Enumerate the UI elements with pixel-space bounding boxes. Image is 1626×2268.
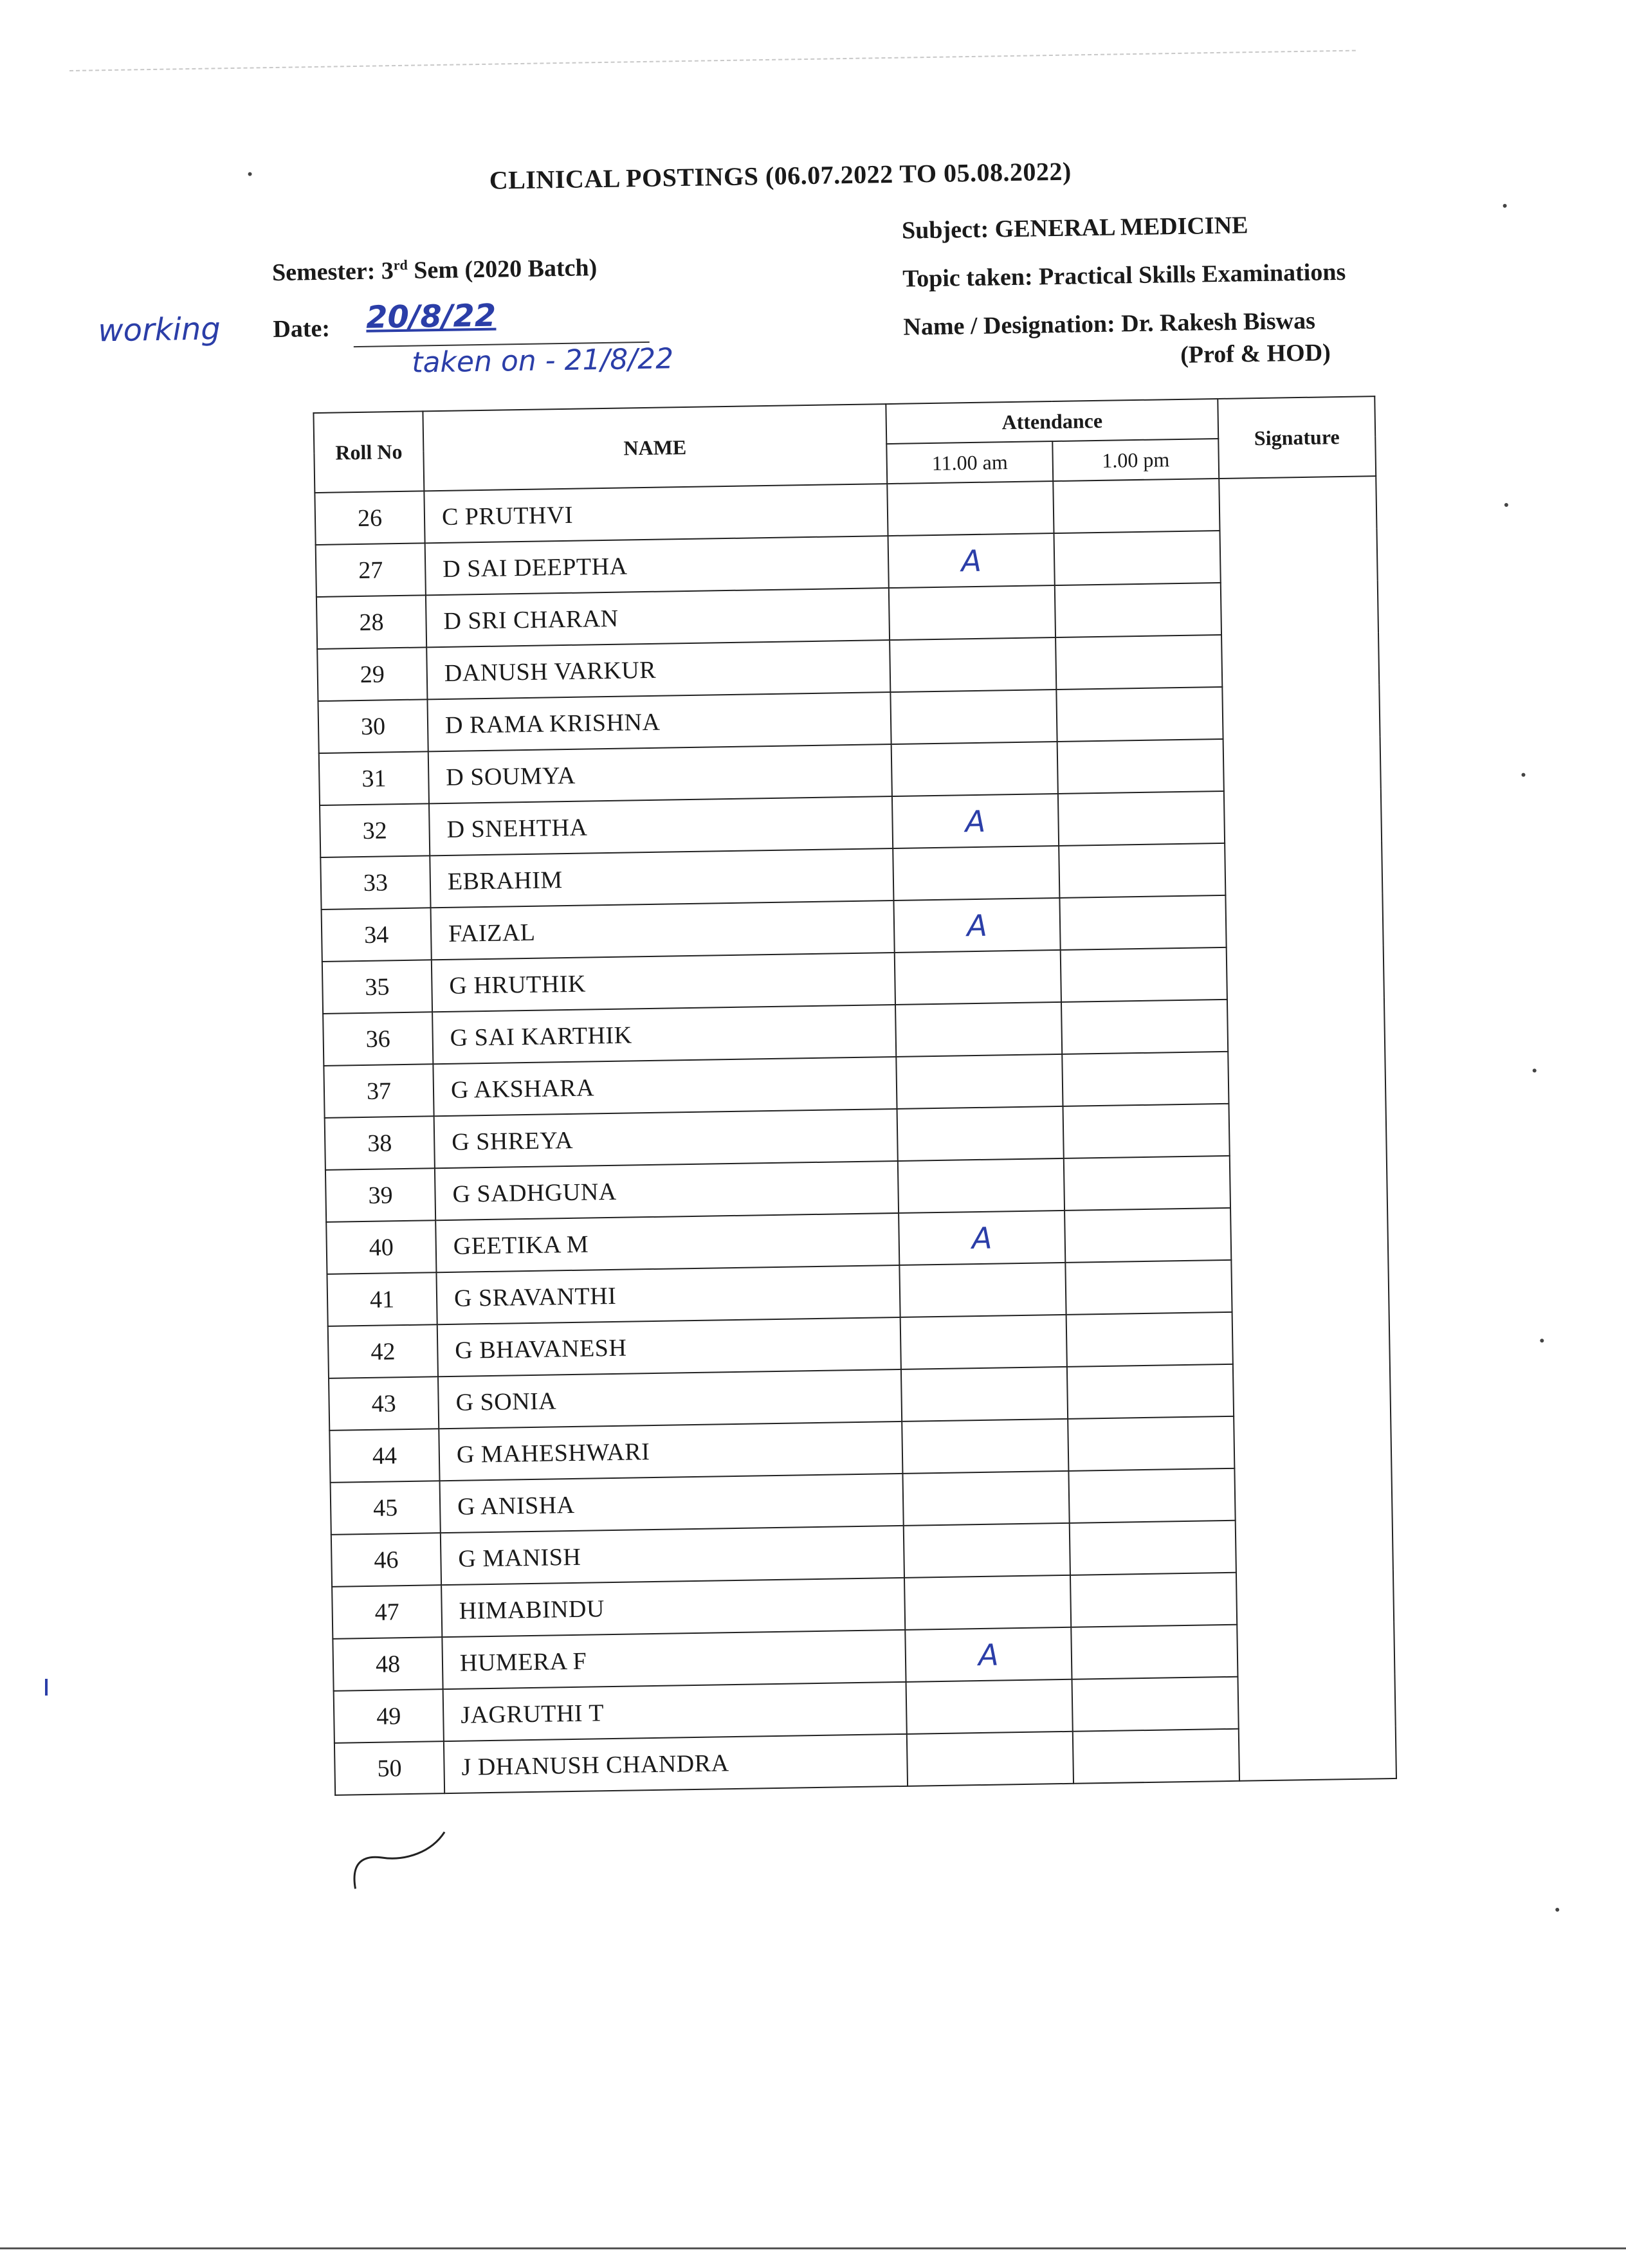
semester-label: Semester: bbox=[271, 257, 376, 287]
attendance-1pm-cell bbox=[1065, 1260, 1232, 1315]
student-name-cell: D SAI DEEPTHA bbox=[425, 536, 889, 595]
student-name-cell: G SRAVANTHI bbox=[436, 1265, 900, 1324]
attendance-11am-cell bbox=[887, 481, 1054, 536]
roll-number-cell: 27 bbox=[316, 543, 426, 597]
roll-number-cell: 38 bbox=[325, 1116, 435, 1170]
header-signature: Signature bbox=[1218, 396, 1376, 479]
roll-number-cell: 33 bbox=[320, 855, 430, 910]
roll-number-cell: 32 bbox=[320, 803, 430, 857]
roll-number-cell: 48 bbox=[333, 1637, 443, 1691]
attendance-11am-cell bbox=[896, 1054, 1063, 1109]
attendance-11am-cell bbox=[900, 1315, 1067, 1369]
topic-line: Topic taken: Practical Skills Examinations bbox=[902, 258, 1346, 293]
attendance-11am-cell bbox=[898, 1158, 1064, 1213]
margin-speck bbox=[1503, 204, 1507, 208]
attendance-11am-cell bbox=[906, 1679, 1073, 1734]
date-label: Date: bbox=[273, 315, 331, 343]
attendance-1pm-cell bbox=[1059, 895, 1226, 950]
handwritten-taken-on-note: taken on - 21/8/22 bbox=[411, 342, 674, 380]
roll-number-cell: 31 bbox=[319, 751, 429, 805]
attendance-1pm-cell bbox=[1061, 947, 1227, 1002]
roll-number-cell: 42 bbox=[328, 1324, 438, 1378]
attendance-1pm-cell bbox=[1053, 479, 1220, 533]
student-name-cell: D RAMA KRISHNA bbox=[427, 692, 891, 751]
student-name-cell: D SOUMYA bbox=[428, 744, 892, 803]
roll-number-cell: 50 bbox=[334, 1741, 444, 1795]
attendance-11am-cell bbox=[901, 1367, 1068, 1422]
margin-speck bbox=[1555, 1908, 1559, 1912]
attendance-11am-cell: A bbox=[905, 1627, 1072, 1682]
student-name-cell: JAGRUTHI T bbox=[443, 1682, 907, 1741]
student-name-cell: GEETIKA M bbox=[435, 1213, 899, 1272]
attendance-11am-cell bbox=[893, 846, 1059, 901]
attendance-rows bbox=[315, 476, 1396, 1795]
roll-number-cell: 39 bbox=[325, 1168, 435, 1222]
student-name-cell: G MANISH bbox=[441, 1526, 904, 1585]
attendance-11am-cell bbox=[904, 1575, 1071, 1630]
header-slot-1pm: 1.00 pm bbox=[1052, 439, 1219, 481]
roll-number-cell: 30 bbox=[318, 699, 428, 753]
roll-number-cell: 49 bbox=[334, 1689, 444, 1743]
attendance-1pm-cell bbox=[1070, 1573, 1237, 1627]
attendance-1pm-cell bbox=[1068, 1468, 1235, 1523]
attendance-1pm-cell bbox=[1055, 635, 1222, 690]
designation-title: (Prof & HOD) bbox=[1180, 339, 1331, 369]
attendance-1pm-cell bbox=[1056, 687, 1223, 742]
attendance-1pm-cell bbox=[1061, 1000, 1228, 1054]
attendance-1pm-cell bbox=[1064, 1208, 1231, 1263]
attendance-11am-cell bbox=[902, 1419, 1068, 1474]
margin-speck bbox=[1504, 503, 1508, 507]
attendance-1pm-cell bbox=[1066, 1312, 1233, 1367]
attendance-11am-cell bbox=[902, 1471, 1069, 1526]
top-dashed-rule bbox=[69, 50, 1356, 71]
attendance-11am-cell bbox=[895, 1002, 1062, 1057]
designation-line: Name / Designation: Dr. Rakesh Biswas bbox=[903, 307, 1316, 341]
attendance-1pm-cell bbox=[1068, 1416, 1234, 1471]
student-name-cell: G AKSHARA bbox=[433, 1057, 897, 1116]
edge-ink-mark bbox=[45, 1679, 48, 1696]
roll-number-cell: 34 bbox=[322, 908, 432, 962]
bottom-scan-edge bbox=[0, 2247, 1626, 2249]
roll-number-cell: 29 bbox=[317, 647, 427, 701]
attendance-1pm-cell bbox=[1063, 1104, 1230, 1158]
attendance-1pm-cell bbox=[1071, 1625, 1238, 1679]
attendance-11am-cell: A bbox=[888, 533, 1055, 588]
attendance-1pm-cell bbox=[1064, 1156, 1230, 1211]
roll-number-cell: 26 bbox=[315, 491, 425, 545]
roll-number-cell: 40 bbox=[326, 1220, 436, 1274]
student-name-cell: D SNEHTHA bbox=[429, 796, 893, 855]
roll-number-cell: 45 bbox=[331, 1481, 441, 1535]
roll-number-cell: 35 bbox=[322, 960, 432, 1014]
attendance-1pm-cell bbox=[1057, 739, 1224, 794]
roll-number-cell: 37 bbox=[324, 1064, 434, 1118]
roll-number-cell: 28 bbox=[316, 595, 426, 649]
student-name-cell: G MAHESHWARI bbox=[439, 1422, 902, 1481]
student-name-cell: DANUSH VARKUR bbox=[426, 640, 890, 699]
attendance-1pm-cell bbox=[1055, 583, 1221, 637]
attendance-1pm-cell bbox=[1070, 1521, 1236, 1575]
margin-speck bbox=[248, 172, 252, 176]
roll-number-cell: 47 bbox=[332, 1585, 442, 1639]
attendance-11am-cell bbox=[891, 742, 1058, 796]
semester-value: 3rd Sem (2020 Batch) bbox=[381, 254, 598, 285]
attendance-1pm-cell bbox=[1073, 1729, 1239, 1784]
header-attendance: Attendance bbox=[886, 399, 1218, 444]
student-name-cell: G BHAVANESH bbox=[437, 1317, 901, 1376]
roll-number-cell: 41 bbox=[327, 1272, 437, 1326]
handwritten-date: 20/8/22 bbox=[365, 297, 497, 336]
attendance-11am-cell bbox=[895, 950, 1061, 1005]
attendance-1pm-cell bbox=[1054, 531, 1221, 585]
student-name-cell: FAIZAL bbox=[431, 901, 895, 960]
student-name-cell: D SRI CHARAN bbox=[426, 588, 890, 647]
attendance-11am-cell bbox=[889, 585, 1055, 640]
attendance-1pm-cell bbox=[1058, 791, 1225, 846]
attendance-11am-cell: A bbox=[892, 794, 1059, 848]
student-name-cell: G HRUTHIK bbox=[432, 953, 895, 1012]
roll-number-cell: 36 bbox=[323, 1012, 433, 1066]
subject-line: Subject: GENERAL MEDICINE bbox=[901, 212, 1248, 244]
attendance-11am-cell bbox=[904, 1523, 1070, 1578]
attendance-11am-cell bbox=[899, 1263, 1066, 1317]
roll-number-cell: 44 bbox=[329, 1429, 439, 1483]
attendance-11am-cell bbox=[907, 1732, 1073, 1786]
margin-speck bbox=[1521, 773, 1525, 777]
student-name-cell: G SAI KARTHIK bbox=[432, 1005, 896, 1064]
student-name-cell: EBRAHIM bbox=[430, 848, 893, 908]
attendance-1pm-cell bbox=[1062, 1052, 1229, 1106]
attendance-table bbox=[313, 396, 1397, 1796]
attendance-1pm-cell bbox=[1067, 1364, 1234, 1419]
roll-number-cell: 43 bbox=[329, 1376, 439, 1431]
header-roll-no: Roll No bbox=[313, 411, 424, 493]
handwritten-tick-scribble bbox=[342, 1825, 459, 1898]
page-title: CLINICAL POSTINGS (06.07.2022 TO 05.08.2022) bbox=[489, 156, 1072, 195]
attendance-11am-cell bbox=[897, 1106, 1064, 1161]
student-name-cell: G SADHGUNA bbox=[435, 1161, 899, 1220]
header-name: NAME bbox=[423, 404, 887, 491]
attendance-11am-cell bbox=[890, 690, 1057, 744]
margin-speck bbox=[1533, 1068, 1537, 1072]
roll-number-cell: 46 bbox=[331, 1533, 441, 1587]
header-slot-11am: 11.00 am bbox=[886, 441, 1053, 484]
handwritten-working-note: working bbox=[97, 311, 221, 349]
student-name-cell: G SHREYA bbox=[434, 1109, 898, 1168]
signature-cell bbox=[1219, 476, 1396, 1781]
attendance-1pm-cell bbox=[1072, 1677, 1239, 1732]
semester-line bbox=[272, 253, 598, 287]
student-name-cell: G ANISHA bbox=[440, 1474, 904, 1533]
attendance-11am-cell: A bbox=[893, 898, 1060, 953]
student-name-cell: HUMERA F bbox=[442, 1630, 906, 1689]
student-name-cell: J DHANUSH CHANDRA bbox=[444, 1734, 908, 1793]
student-name-cell: HIMABINDU bbox=[441, 1578, 905, 1637]
margin-speck bbox=[1540, 1339, 1544, 1342]
attendance-11am-cell bbox=[890, 637, 1056, 692]
student-name-cell: G SONIA bbox=[438, 1369, 902, 1429]
attendance-1pm-cell bbox=[1059, 843, 1225, 898]
student-name-cell: C PRUTHVI bbox=[424, 484, 888, 543]
attendance-11am-cell: A bbox=[899, 1211, 1065, 1265]
